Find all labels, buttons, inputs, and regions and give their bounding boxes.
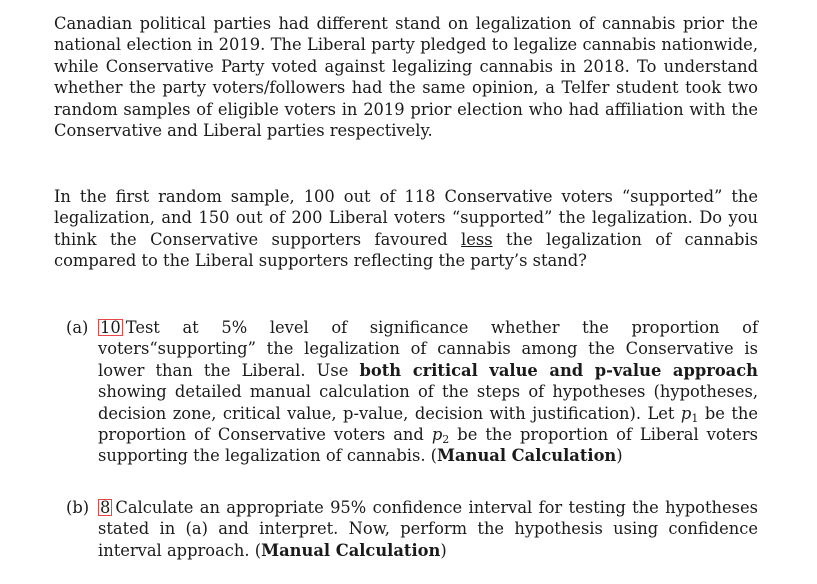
question-underlined-word: less — [461, 229, 493, 249]
intro-text: Canadian political parties had different stand on legalization of cannabis prior the national election in 2019. The Liberal party pledged to legalize cannabis nationwide, while Conservative Party voted against legalizing cannabis in 2018. To understand whether the party voters/followers had the same opinion, a Telfer student took two random samples of eligible voters in 2019 prior election who had affiliation with the Conservative and Liberal parties respectively. — [54, 14, 758, 141]
part-a-label: (a) — [66, 318, 89, 337]
question-text-before: In the first random sample, 100 out of 118 Conservative voters “supported” the legalization, and 150 out of 200 Liberal voters “supported” the legalization. Do you think the Conservative supporters favoured — [54, 187, 758, 249]
part-b-text-2: ) — [440, 540, 447, 560]
part-b-body — [98, 497, 758, 561]
part-b-points-box[interactable]: 8 — [100, 498, 111, 517]
part-a-bold-2: Manual Calculation — [437, 446, 617, 466]
part-a-text-4: be the proportion of Liberal voters supporting the legalization of cannabis. ( — [98, 425, 758, 466]
part-a-item — [66, 317, 758, 467]
part-b-text-1: Calculate an appropriate 95% confidence interval for testing the hypotheses stated in (a) and interpret. Now, perform the hypothesis using confidence interval approach. ( — [98, 498, 758, 560]
part-a-text-2: showing detailed manual calculation of the steps of hypotheses (hypotheses, decision zone, critical value, p-value, decision with justification). Let — [98, 382, 758, 423]
part-a-sub-1: 1 — [691, 411, 699, 425]
part-a-var-1: p — [680, 403, 692, 423]
part-a-text-1: Test at 5% level of significance whether the proportion of voters“supporting” the legalization of cannabis among the Conservative is lower than the Liberal. Use — [98, 318, 758, 380]
part-b-item — [66, 497, 758, 561]
question-paragraph — [54, 186, 758, 272]
part-a-var-2: p — [431, 425, 443, 445]
intro-paragraph — [54, 13, 758, 141]
part-a-bold-1: both critical value and p-value approach — [359, 360, 758, 380]
part-a-text-3: be the proportion of Conservative voters and — [98, 403, 758, 445]
question-text-after: the legalization of cannabis compared to the Liberal supporters reflecting the party’s stand? — [54, 229, 759, 271]
part-a-points-box[interactable]: 10 — [100, 318, 121, 337]
part-a-text-5: ) — [616, 446, 623, 466]
part-b-bold-1: Manual Calculation — [261, 540, 441, 560]
part-b-label: (b) — [66, 498, 90, 517]
part-a-body — [98, 317, 758, 467]
part-a-sub-2: 2 — [442, 433, 450, 447]
